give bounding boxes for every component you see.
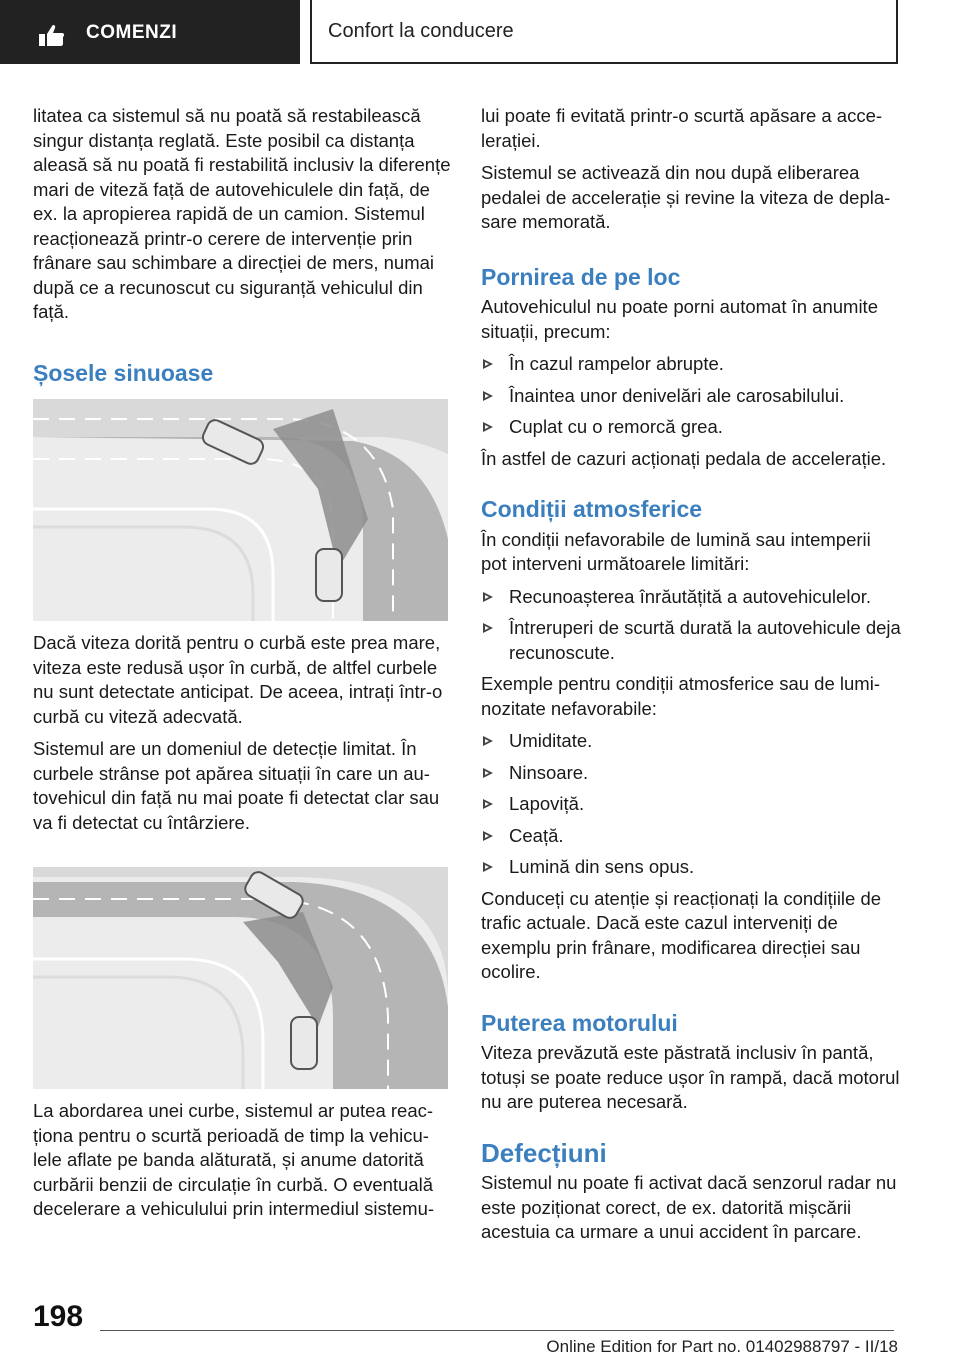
section-title: COMENZI [86, 22, 178, 43]
paragraph: Sistemul nu poate fi activat dacă senzorul radar nu este poziționat corect, de ex. datorită mișcării acestuia ca urmare a unui accident în parcare. [481, 1172, 897, 1242]
footer-divider [100, 1330, 894, 1331]
paragraph: Sistemul are un domeniul de detecție limitat. În curbele strânse pot apărea situații în care un autovehicul din față nu mai poate fi detectat clar sau va fi detectat cu întârziere. [33, 738, 440, 833]
paragraph: Sistemul se activează din nou după eliberarea pedalei de accelerație și revine la viteza de deplasare memorată. [481, 162, 891, 232]
curve-road-illustration [33, 399, 448, 621]
paragraph: litatea ca sistemul să nu poată să restabilească singur distanța reglată. Este posibil ca distanța aleasă să nu poată fi restabilită inclusiv la diferențe mari de viteză față de autovehiculele din față, de ex. la apropierea rapidă de un camion. Sistemul reacționează printr‐o cerere de intervenție prin frânare sau schimbare a direcției de mers, numai după ce a recunoscut cu siguranță vehiculul din față. [33, 105, 451, 322]
heading-defectiuni: Defecțiuni [481, 1137, 607, 1168]
heading-sosele-sinuoase: Șosele sinuoase [33, 359, 214, 386]
page-number: 198 [33, 1300, 84, 1333]
list [481, 352, 901, 440]
paragraph: Viteza prevăzută este păstrată inclusiv în pantă, totuși se poate reduce ușor în rampă, dacă motorul nu are puterea necesară. [481, 1042, 900, 1112]
list-item: Recunoașterea înrăutățită a autovehiculelor. [481, 585, 901, 610]
list-item: În cazul rampelor abrupte. [481, 352, 901, 377]
list-item: Lapoviță. [481, 792, 901, 817]
chapter-title: Confort la conducere [328, 20, 514, 42]
list-item: Ninsoare. [481, 761, 901, 786]
list-item: Întreruperi de scurtă durată la autovehicule deja recunoscute. [481, 616, 901, 665]
right-column [481, 104, 901, 1253]
list-item: Lumină din sens opus. [481, 855, 901, 880]
section-tab [0, 0, 300, 64]
paragraph: Exemple pentru condiții atmosferice sau de luminozitate nefavorabile: [481, 673, 880, 719]
paragraph: Autovehiculul nu poate porni automat în anumite situații, precum: [481, 296, 878, 342]
paragraph: La abordarea unei curbe, sistemul ar putea reacționa pentru o scurtă perioadă de timp la vehiculele aflate pe banda alăturată, și anume datorită curbării benzii de circulație în curbă. O eventuală decelerare a vehiculului prin intermediul sistemu- [33, 1100, 435, 1219]
list-item: Umiditate. [481, 729, 901, 754]
paragraph: lui poate fi evitată printr‐o scurtă apăsare a accelerației. [481, 105, 883, 151]
paragraph: În condiții nefavorabile de lumină sau intemperii pot interveni următoarele limitări: [481, 528, 871, 574]
heading-pornirea: Pornirea de pe loc [481, 263, 681, 290]
paragraph: Dacă viteza dorită pentru o curbă este prea mare, viteza este redusă ușor în curbă, de altfel curbele nu sunt detectate anticipat. De aceea, intrați într‐o curbă cu viteză adecvată. [33, 632, 443, 727]
paragraph: În astfel de cazuri acționați pedala de accelerație. [481, 447, 887, 469]
list-item: Cuplat cu o remorcă grea. [481, 415, 901, 440]
list-item: Înaintea unor denivelări ale carosabilului. [481, 384, 901, 409]
heading-puterea-motorului: Puterea motorului [481, 1009, 678, 1036]
hand-pointer-icon [36, 22, 66, 48]
adjacent-lane-illustration [33, 867, 448, 1089]
list [481, 585, 901, 666]
list-item: Ceață. [481, 824, 901, 849]
left-column [33, 104, 451, 1230]
list [481, 729, 901, 880]
heading-conditii-atmosferice: Condiții atmosferice [481, 496, 703, 522]
paragraph: Conduceți cu atenție și reacționați la condițiile de trafic actuale. Dacă este cazul interveniți de exemplu prin frânare, modificarea direcției sau ocolire. [481, 887, 882, 982]
chapter-header [310, 0, 898, 64]
edition-footer: Online Edition for Part no. 01402988797 - II/18 [546, 1337, 898, 1356]
